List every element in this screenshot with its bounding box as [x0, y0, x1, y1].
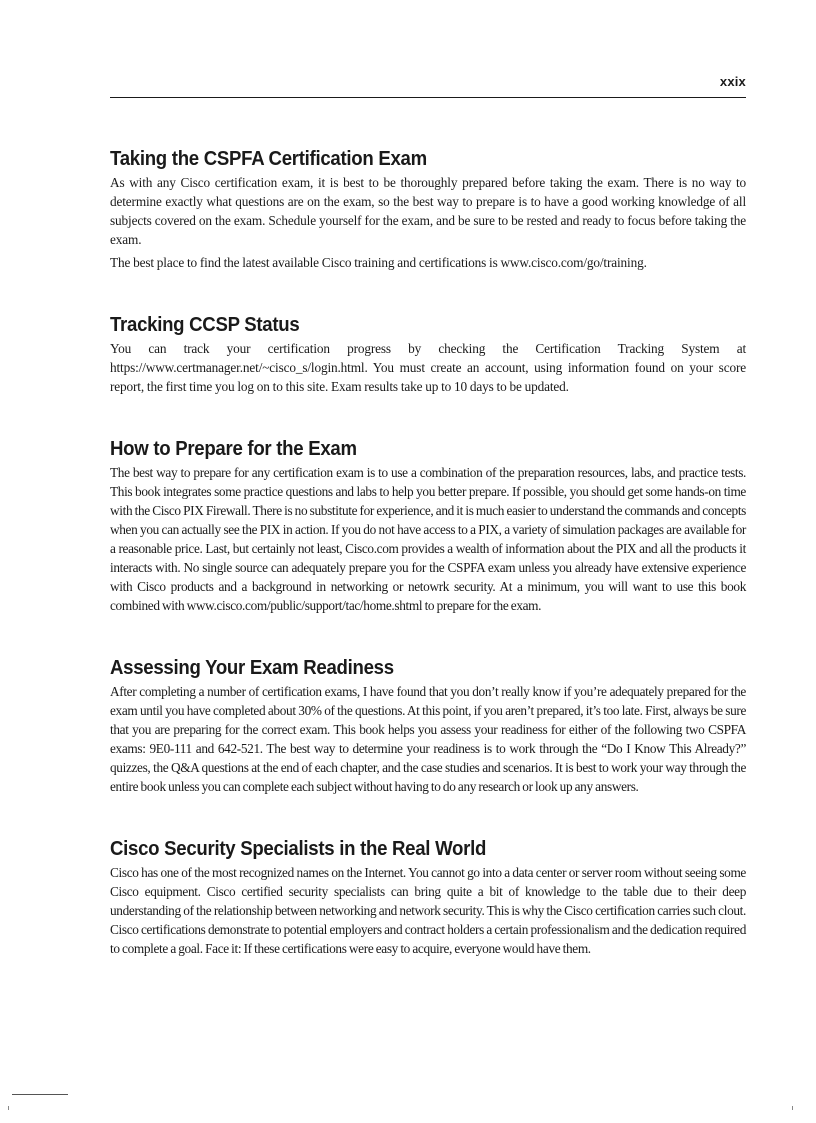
body-paragraph: The best way to prepare for any certification exam is to use a combination of the preparation resources, labs, and practice tests. This book integrates some practice questions and labs to help you better prepare. If possible, you should get some hands-on time with the Cisco PIX Firewall. There is no substitute for experience, and it is much easier to understand the commands and concepts when you can actually see the PIX in action. If you do not have access to a PIX, a variety of simulation packages are available for a reasonable price. Last, but certainly not least, Cisco.com provides a wealth of information about the PIX and all the products it interacts with. No single source can adequately prepare you for the CSPFA exam unless you already have extensive experience with Cisco products and a background in networking or netowrk security. At a minimum, you will want to use this book combined with www.cisco.com/public/support/tac/home.shtml to prepare for the exam.	[110, 465, 746, 613]
page-body	[110, 146, 746, 962]
header-rule	[110, 97, 746, 98]
body-paragraph: The best place to find the latest available Cisco training and certifications is www.cisco.com/go/training.	[110, 255, 647, 270]
body-paragraph: You can track your certification progress by checking the Certification Tracking System at https://www.certmanager.net/~cisco_s/login.html. You must create an account, using information found on your score report, the first time you log on to this site. Exam results take up to 10 days to be updated.	[110, 341, 746, 394]
section-heading: Taking the CSPFA Certification Exam	[110, 148, 427, 170]
section-heading: How to Prepare for the Exam	[110, 438, 357, 460]
section-assessing-readiness	[110, 655, 746, 796]
crop-tick	[792, 1106, 793, 1110]
body-paragraph: After completing a number of certification exams, I have found that you don’t really know if you’re adequately prepared for the exam until you have completed about 30% of the questions. At this point, if you aren’t prepared, it’s too late. First, always be sure that you are preparing for the correct exam. This book helps you assess your readiness for either of the following two CSPFA exams: 9E0-111 and 642-521. The best way to determine your readiness is to work through the “Do I Know This Already?” quizzes, the Q&A questions at the end of each chapter, and the case studies and scenarios. It is best to work your way through the entire book unless you can complete each subject without having to do any research or look up any answers.	[110, 684, 746, 794]
section-how-to-prepare	[110, 436, 746, 615]
section-taking-exam	[110, 146, 746, 272]
section-heading: Assessing Your Exam Readiness	[110, 657, 394, 679]
section-heading: Cisco Security Specialists in the Real World	[110, 838, 487, 860]
body-paragraph: Cisco has one of the most recognized names on the Internet. You cannot go into a data center or server room without seeing some Cisco equipment. Cisco certified security specialists can bring quite a bit of knowledge to the table due to their deep understanding of the relationship between networking and network security. This is why the Cisco certification carries such clout. Cisco certifications demonstrate to potential employers and contract holders a certain professionalism and the dedication required to complete a goal. Face it: If these certifications were easy to acquire, everyone would have them.	[110, 865, 746, 956]
crop-mark	[12, 1094, 68, 1095]
body-paragraph: As with any Cisco certification exam, it is best to be thoroughly prepared before taking the exam. There is no way to determine exactly what questions are on the exam, so the best way to prepare is to have a good working knowledge of all subjects covered on the exam. Schedule yourself for the exam, and be sure to be rested and ready to focus before taking the exam.	[110, 175, 746, 247]
section-heading: Tracking CCSP Status	[110, 314, 300, 336]
section-tracking-status	[110, 312, 746, 396]
crop-tick	[8, 1106, 9, 1110]
page-number: xxix	[719, 74, 746, 89]
section-real-world	[110, 836, 746, 958]
